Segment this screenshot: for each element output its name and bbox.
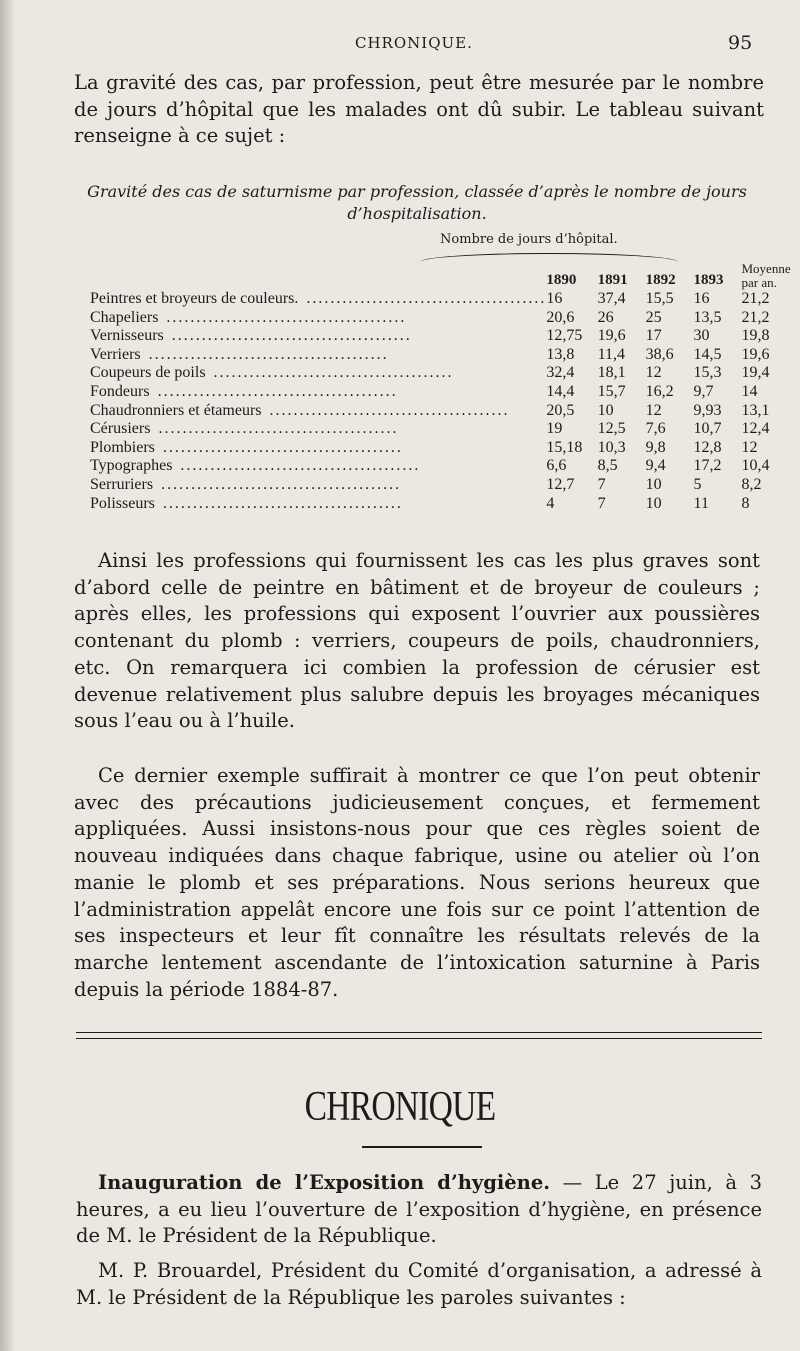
year-value-cell: 12,75 [546,327,583,345]
year-value-cell: 10 [645,494,662,512]
mean-value-cell: 21,2 [741,290,770,307]
column-header-mean: Moyenne par an. [741,261,791,290]
profession-name: Typographes [90,457,173,475]
table-row [90,364,800,383]
leader-dots: ........................................ [160,308,407,326]
running-title: CHRONIQUE. [355,34,473,52]
column-header: 1892 [645,272,676,289]
year-value-cell: 15,7 [597,382,626,400]
year-value-cell: 7,6 [645,420,666,438]
table-row [90,290,800,309]
mean-value-cell: 10,4 [741,457,770,475]
year-value-cell: 11 [693,494,709,512]
mean-value-cell: 21,2 [741,308,770,326]
profession-label [90,346,546,365]
news-text: — Le 27 juin, à 3 heures, a eu lieu l’ouverture de l’exposition d’hygiène, en présence de M. le Président de la République. [76,1171,762,1248]
year-value-cell: 8,5 [597,457,618,475]
year-value-cell: 32,4 [546,364,575,382]
year-value-cell: 37,4 [597,290,626,307]
year-value-cell: 38,6 [645,345,674,363]
mean-value-cell: 19,4 [741,364,770,382]
leader-dots: ........................................ [151,382,398,400]
profession-name: Plombiers [90,438,155,456]
column-header: 1890 [546,272,577,289]
year-value-cell: 14,5 [693,345,722,363]
profession-name: Cérusiers [90,420,151,438]
year-value-cell: 13,5 [693,308,722,326]
intro-paragraph: La gravité des cas, par profession, peut être mesurée par le nombre de jours d’hôpital que les malades ont dû subir. Le tableau suivant renseigne à ce sujet : [74,71,764,148]
table-row [90,402,800,421]
profession-label [90,309,546,328]
leader-dots: ........................................ [300,290,547,307]
table-row [90,457,800,476]
profession-name: Vernisseurs [90,327,164,345]
leader-dots: ........................................ [165,327,412,345]
section-divider [76,1032,762,1033]
page-gutter-shadow [0,0,16,1351]
leader-dots: ........................................ [207,364,454,382]
mean-value-cell: 8 [741,494,750,512]
year-value-cell: 9,4 [645,457,666,475]
news-paragraph: M. P. Brouardel, Président du Comité d’organisation, a adressé à M. le Président de la République les paroles suivantes : [76,1259,762,1309]
profession-label [90,402,546,421]
profession-label [90,327,546,346]
body-paragraph: Ainsi les professions qui fournissent les cas les plus graves sont d’abord celle de peintre en bâtiment et de broyeur de couleurs ; après elles, les professions qui exposent l’ouvrier aux poussières contenant du plomb : verriers, coupeurs de poils, chaudronniers, etc. On remarquera ici combien la profession de cérusier est devenue relativement plus salubre depuis les broyages mécaniques sous l’eau ou à l’huile. [74,549,760,733]
profession-label [90,290,546,309]
year-value-cell: 15,18 [546,438,583,456]
mean-value-cell: 14 [741,382,758,400]
leader-dots: ........................................ [263,401,510,419]
table-row [90,383,800,402]
column-header: 1893 [693,272,724,289]
year-value-cell: 25 [645,308,662,326]
year-value-cell: 19,6 [597,327,626,345]
group-brace [420,253,678,262]
year-value-cell: 9,93 [693,401,722,419]
year-value-cell: 15,3 [693,364,722,382]
mean-value-cell: 13,1 [741,401,770,419]
profession-label [90,439,546,458]
table-caption: Gravité des cas de saturnisme par profession, classée d’après le nombre de jours d’hospitalisation. [87,182,747,223]
table-row [90,327,800,346]
year-value-cell: 17,2 [693,457,722,475]
table-body [90,290,800,513]
hospitalisation-table [90,262,800,513]
year-value-cell: 10,7 [693,420,722,438]
year-value-cell: 6,6 [546,457,567,475]
year-value-cell: 12,8 [693,438,722,456]
profession-label [90,364,546,383]
leader-dots: ........................................ [152,420,399,438]
page-number: 95 [728,32,753,54]
body-paragraph: Ce dernier exemple suffirait à montrer ce que l’on peut obtenir avec des précautions judicieusement conçues, et fermement appliquées. Aussi insistons-nous pour que ces règles soient de nouveau indiquées dans chaque fabrique, usine ou atelier où l’on manie le plomb et ses préparations. Nous serions heureux que l’administration appelât encore une fois sur ce point l’attention de ses inspecteurs et leur fît connaître les résultats relevés de la marche lentement ascendante de l’intoxication saturnine à Paris depuis la période 1884-87. [74,764,760,1001]
year-value-cell: 20,5 [546,401,575,419]
year-value-cell: 12,7 [546,475,575,493]
year-value-cell: 7 [597,475,606,493]
profession-label [90,383,546,402]
news-heading: Inauguration de l’Exposition d’hygiène. [98,1171,551,1194]
running-header [0,30,800,58]
leader-dots: ........................................ [174,457,421,475]
year-value-cell: 26 [597,308,614,326]
profession-label [90,457,546,476]
year-value-cell: 16 [693,290,710,307]
year-value-cell: 9,7 [693,382,714,400]
year-value-cell: 14,4 [546,382,575,400]
leader-dots: ........................................ [142,345,389,363]
leader-dots: ........................................ [155,475,402,493]
year-value-cell: 9,8 [645,438,666,456]
profession-label [90,495,546,514]
table-row [90,476,800,495]
year-value-cell: 15,5 [645,290,674,307]
year-value-cell: 30 [693,327,710,345]
table-row [90,309,800,328]
profession-name: Chaudronniers et étameurs [90,401,262,419]
profession-label [90,420,546,439]
news-paragraph [76,1170,762,1250]
mean-value-cell: 12 [741,438,758,456]
profession-name: Chapeliers [90,308,159,326]
section-title: CHRONIQUE [304,1084,496,1130]
year-value-cell: 5 [693,475,702,493]
profession-name: Verriers [90,345,141,363]
year-value-cell: 4 [546,494,555,512]
year-value-cell: 12,5 [597,420,626,438]
profession-name: Polisseurs [90,494,155,512]
mean-value-cell: 8,2 [741,475,762,493]
year-value-cell: 16 [546,290,563,307]
year-value-cell: 10,3 [597,438,626,456]
mean-value-cell: 12,4 [741,420,770,438]
year-value-cell: 20,6 [546,308,575,326]
year-value-cell: 17 [645,327,662,345]
column-header: 1891 [597,272,628,289]
section-divider [76,1038,762,1039]
mean-value-cell: 19,6 [741,345,770,363]
year-value-cell: 10 [597,401,614,419]
profession-label [90,476,546,495]
table-group-header: Nombre de jours d’hôpital. [440,232,618,247]
leader-dots: ........................................ [156,494,403,512]
label-column-header [90,262,546,290]
year-value-cell: 12 [645,401,662,419]
year-value-cell: 12 [645,364,662,382]
year-value-cell: 19 [546,420,563,438]
mean-value-cell: 19,8 [741,327,770,345]
table-row [90,439,800,458]
year-value-cell: 7 [597,494,606,512]
profession-name: Coupeurs de poils [90,364,206,382]
title-underline [362,1146,482,1148]
table-row [90,420,800,439]
year-value-cell: 18,1 [597,364,626,382]
table-row [90,495,800,514]
profession-name: Peintres et broyeurs de couleurs. [90,290,299,307]
year-value-cell: 11,4 [597,345,626,363]
profession-name: Serruriers [90,475,154,493]
leader-dots: ........................................ [156,438,403,456]
year-value-cell: 16,2 [645,382,674,400]
table-row [90,346,800,365]
year-value-cell: 13,8 [546,345,575,363]
year-value-cell: 10 [645,475,662,493]
profession-name: Fondeurs [90,382,150,400]
table-header-row [90,262,800,290]
